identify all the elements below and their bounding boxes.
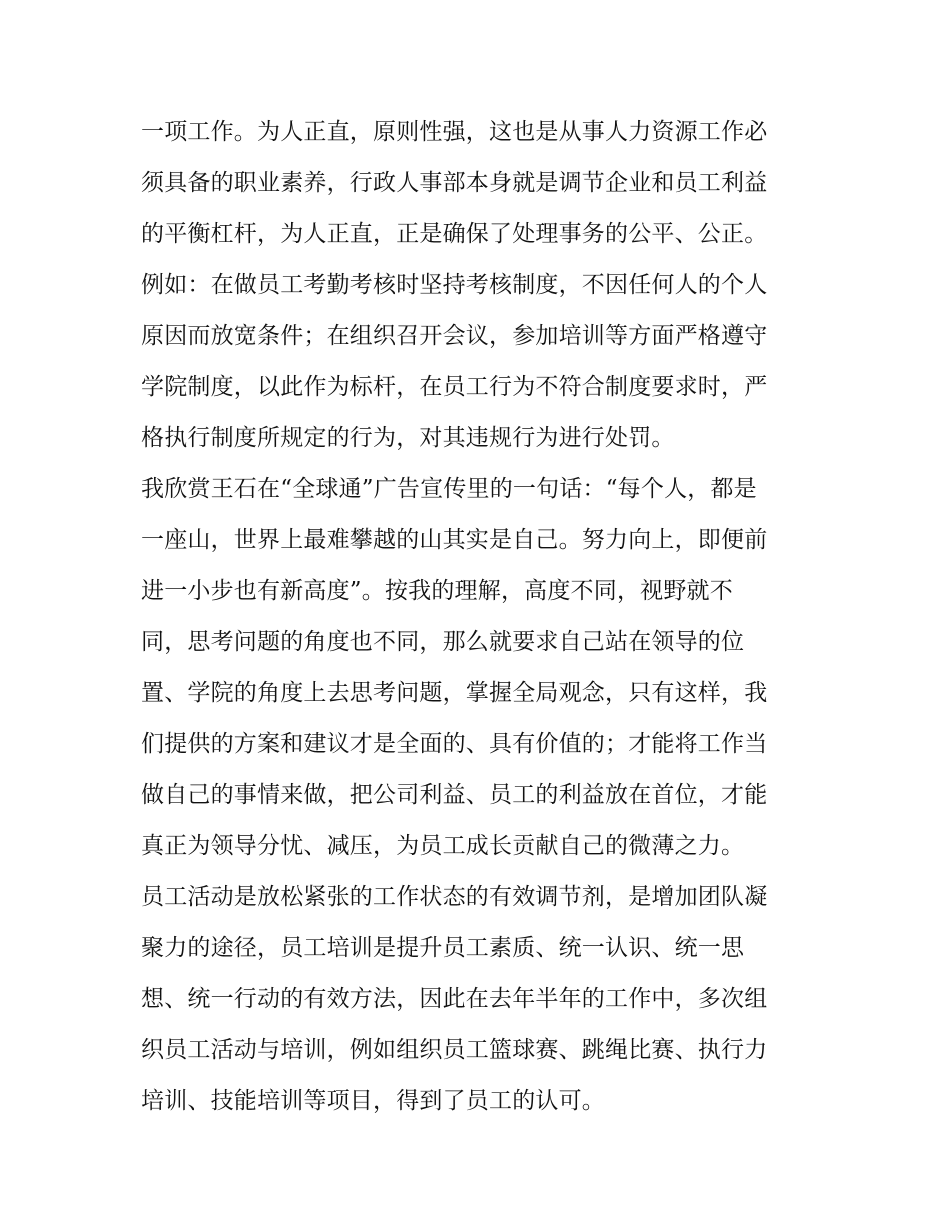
text-line: 原因而放宽条件；在组织召开会议，参加培训等方面严格遵守 <box>141 323 768 349</box>
text-line: 一座山，世界上最难攀越的山其实是自己。努力向上，即便前 <box>141 527 768 553</box>
text-line: 员工活动是放松紧张的工作状态的有效调节剂，是增加团队凝 <box>141 884 768 910</box>
text-line: 须具备的职业素养，行政人事部本身就是调节企业和员工利益 <box>141 170 768 196</box>
text-line: 例如：在做员工考勤考核时坚持考核制度，不因任何人的个人 <box>141 272 768 298</box>
text-line: 我欣赏王石在“全球通”广告宣传里的一句话：“每个人，都是 <box>141 476 757 502</box>
text-line: 聚力的途径，员工培训是提升员工素质、统一认识、统一思 <box>141 935 745 961</box>
text-line: 进一小步也有新高度”。按我的理解，高度不同，视野就不 <box>141 578 733 604</box>
text-line: 们提供的方案和建议才是全面的、具有价值的；才能将工作当 <box>141 731 768 757</box>
text-line: 格执行制度所规定的行为，对其违规行为进行处罚。 <box>141 425 675 451</box>
text-line: 真正为领导分忧、减压，为员工成长贡献自己的微薄之力。 <box>141 833 745 859</box>
text-line: 做自己的事情来做，把公司利益、员工的利益放在首位，才能 <box>141 782 768 808</box>
text-line: 同，思考问题的角度也不同，那么就要求自己站在领导的位 <box>141 629 745 655</box>
text-line: 织员工活动与培训，例如组织员工篮球赛、跳绳比赛、执行力 <box>141 1037 768 1063</box>
body-text <box>141 107 821 1127</box>
text-line: 的平衡杠杆，为人正直，正是确保了处理事务的公平、公正。 <box>141 221 768 247</box>
text-line: 培训、技能培训等项目，得到了员工的认可。 <box>141 1088 605 1114</box>
text-line: 一项工作。为人正直，原则性强，这也是从事人力资源工作必 <box>141 119 768 145</box>
text-line: 学院制度，以此作为标杆，在员工行为不符合制度要求时，严 <box>141 374 768 400</box>
text-line: 置、学院的角度上去思考问题，掌握全局观念，只有这样，我 <box>141 680 768 706</box>
text-line: 想、统一行动的有效方法，因此在去年半年的工作中，多次组 <box>141 986 768 1012</box>
